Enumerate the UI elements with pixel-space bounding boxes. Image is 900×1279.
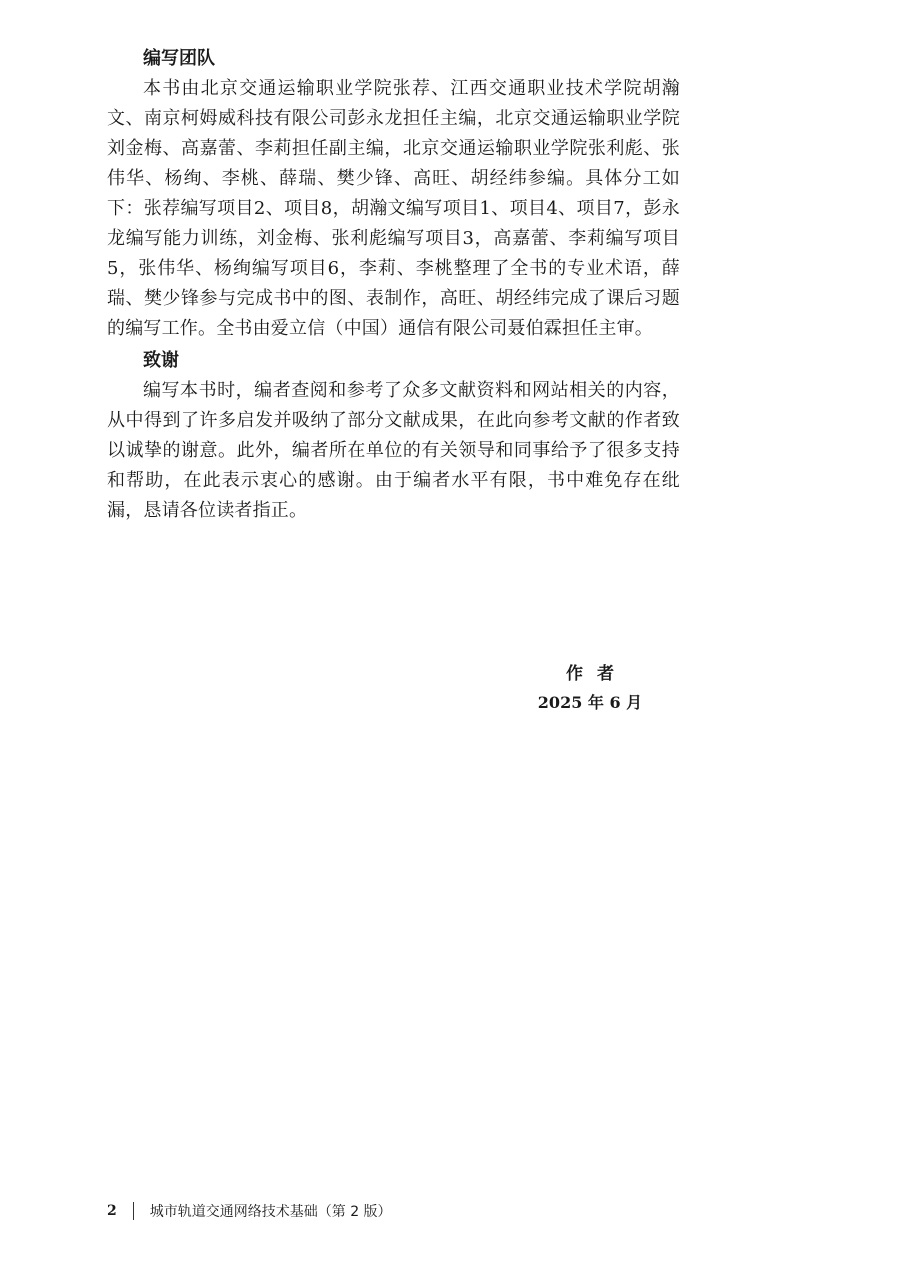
signature-author: 作者 (566, 664, 628, 684)
team-heading: 编写团队 (143, 48, 215, 69)
signature-date: 2025 年 6 月 (537, 693, 643, 712)
page-footer (107, 1198, 392, 1224)
running-book-title: 城市轨道交通网络技术基础（第 2 版） (149, 1204, 392, 1220)
page-content (107, 44, 680, 526)
team-paragraph: 本书由北京交通运输职业学院张荐、江西交通职业技术学院胡瀚文、南京柯姆威科技有限公司彭永龙担任主编，北京交通运输职业学院刘金梅、高嘉蕾、李莉担任副主编，北京交通运输职业学院张利彪、张伟华、杨绚、李桃、薛瑞、樊少锋、高旺、胡经纬参编。具体分工如下：张荐编写项目2、项目8，胡瀚文编写项目1、项目4、项目7，彭永龙编写能力训练，刘金梅、张利彪编写项目3，高嘉蕾、李莉编写项目5，张伟华、杨绚编写项目6，李莉、李桃整理了全书的专业术语，薛瑞、樊少锋参与完成书中的图、表制作，高旺、胡经纬完成了课后习题的编写工作。全书由爱立信（中国）通信有限公司聂伯霖担任主审。 (107, 78, 680, 339)
thanks-heading: 致谢 (143, 350, 179, 371)
signature-block (520, 660, 660, 718)
thanks-paragraph: 编写本书时，编者查阅和参考了众多文献资料和网站相关的内容，从中得到了许多启发并吸纳了部分文献成果，在此向参考文献的作者致以诚挚的谢意。此外，编者所在单位的有关领导和同事给予了很多支持和帮助，在此表示衷心的感谢。由于编者水平有限，书中难免存在纰漏，恳请各位读者指正。 (107, 380, 680, 521)
footer-divider (133, 1202, 134, 1220)
page-number: 2 (107, 1203, 117, 1219)
